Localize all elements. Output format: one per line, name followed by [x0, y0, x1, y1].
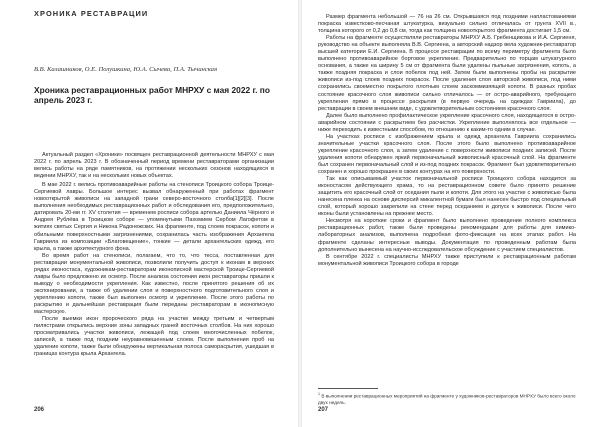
paragraph: В мае 2022 г. велись противоаварийные работы на стенописи Троицкого собора Троице-Сергиевой лавры. Большое интерес вызвал обнаруженный при работах фрагмент новооткрытой живописи на западной грани северо-восточного столба[1][2][3]. После выполнения необходимых реставрационных работ и обследования его, предположительно, датировать 20-ми гг. XV столетия — временем росписи собора артелью Даниила Чёрного и Андрея Рублёва в Троицком соборе — упомянутыми Пахомием Сербом Лагофетом в житиях святых Сергия и Никона Радонежских. На фрагменте, под слоем покрасок, копоти и обильными поверхностными загрязнениями, сохранилась часть изображения Архангела Гавриила из композиции «Благовещение», тонкие — детали архангельских одежд, его крыла, а также архитектурного фона.: [34, 182, 274, 252]
footnote: [318, 391, 576, 406]
paragraph: Актуальный раздел «Хроники» посвящен реставрационной деятельности МНРХУ с мая 2022 г. по апрель 2023 г. В обозначенный период времени реставраторами организации велись работы на ряде памятников, на протяжении нескольких сезонов находящихся в ведении МНРХУ, так и на нескольких новых объектах.: [34, 152, 274, 180]
footnote-text: В выполнении реставрационных мероприятий на фрагменте у художников-реставраторов МНРХУ было всего около двух недель.: [318, 393, 576, 405]
page-number-right: 207: [318, 407, 329, 413]
right-page: [302, 0, 600, 427]
paragraph: Работы на фрагменте осуществляли реставраторы МНРХУ А.Б. Гребенщикова и И.А. Сергиеня, руководство на объекте выполняла В.В. Сергиена, а авторский надзор вела художник-реставратор высшей категории Е.И. Сергиена. В процессе реставрации по всему периметру фрагмента было выполнено противоаварийное бортовое укрепление. Предварительно по торцам штукатурного основания, а также на ширину 5 см от фрагмента были удалены пыльные загрязнения, копоть, а также поздняя покраска и слои побелок под ней. Затем были выполнены пробы на раскрытие живописи из-под слоев поздних покрасок. После удаления слоя авторской живописи, под ними сохранились своеместно покрытого плотным слоем заскоммизяящей копоти. В разных пробах состояние красочного слоя живописи сильно отличалось — от остро-аварийного, требующего укрепления прямо в процессе раскрытия (в первую очередь на одеждах Гавриила), до реставрации в своем внешнем виде, с удовлетворительным состоянием красочного слоя.: [318, 35, 576, 112]
left-body-text: [34, 152, 274, 358]
paragraph: В сентябре 2022 г. специалисты МНРХУ также приступили к реставрационным работам монументальной живописи Троицкого собора в городе: [318, 253, 576, 267]
article-title: Хроника реставрационных работ МНРХУ с мая 2022 г. по апрель 2023 г.: [34, 85, 270, 106]
paragraph: Во время работ на стенописи, полагаем, что то, что тесса, поставленная для реставрации монументальной живописи, позволили получить доступ к иконам в верхних рядах иконостаса, художникам-реставраторам иконописной мастерской Троице-Сергиевой лавры было предложено их осмотр. После анализа состояния икон реставраторы пришли к выводу о необходимости укрепления. Как известно, после принятого решения об их экспонировании, а также об удалении слоя и поверхностного подготовительного слоя и укреплению копоти, также был выполнен осмотр и укрепление. После этого работы по раскрытию и дальнейшая реставрация были переданы реставраторам в иконописную мастерскую.: [34, 252, 274, 316]
paragraph: Так как описываемый участок первоначальной росписи Троицкого собора находится за иконостасом действующего храма, то на реставрационном совете было принято решение защитить его красочный слой от оседания пыли и копоти. Для этого на участке с живописью была нанесена пленка на основе дисперсий микалентной бумаги был нанесен быстро под специальный слой, который хорошо закрепили на стене перед оседанием и допуск к живописи. После чего иконы были установлены на прежнее место.: [318, 176, 576, 218]
paragraph: Несмотря на короткие сроки и фрагмент было выполнено проведение полного комплекса реставрационных работ, также были проведены рекомендации для работы для химико-лабораторных анализов, выполнена подробная фото-фиксация на всех этапах работ. На фрагменте сделаны интересные выводы. Документация по проведенным работам была дополнительно вынесена на научно-исследовательское обсуждение с участием специалистов.: [318, 218, 576, 253]
page-number-left: 206: [34, 407, 45, 413]
paragraph: На участках росписи с изображением крыла и одежд архангела Гавриила сохранились значительные участки красочного слоя. После этого было выполнено противоаварийное укрепление красочного слоя, а затем удаление с поверхности живописи поздних записей. После удаления копоти обнаружен яркий первоначальный живописный красочный слой. На фрагменте был сохранен первоначальный слой и из-под поздних покрасок. Фрагмент был удовлетворительно сохранен и хорошо прокрашен в своих контурах на его поверхности.: [318, 133, 576, 176]
left-page: [0, 0, 298, 427]
footnote-number: 1: [318, 392, 320, 396]
paragraph: Размер фрагмента небольшой — 76 на 26 см. Открывшаяся под поздними напластованиями покраска известково-песчаная штукатурка, визуально сильно отличалась от грунта XVII в., толщина которого от 0,2 до 0,8 см, тогда как толщина новооткрытого фрагмента достигает 1,5 см.: [318, 14, 576, 35]
paragraph: Далее было выполнено профилактическое укрепление красочного слоя, находящегося в остро-аварийном состоянии с раскрытием без расчистки. Укрепление выполнялось все отдельное — ниже переходить к известными способом, по отношению к каким-то одним в случае.: [318, 112, 576, 133]
article-authors: В.В. Калашников, О.Е. Полушкина, Ю.А. Сычева, П.А. Тычинская: [34, 66, 218, 73]
right-body-text: [318, 14, 576, 268]
running-head: ХРОНИКА РЕСТАВРАЦИИ: [34, 9, 149, 18]
paragraph: После выемки икон пророческого ряда на участке между третьим и четвертым пилястрами открылись верхние зоны западных граней восточных столбов. На них хорошо просматривались участки живописи, лежащей под слоем многочисленных побелок, записей, а также под поздним неуравновешенным слоем. После выполнения проб на удаление копоти, также были обнаружены вертикальная полоса саморасрытия, ушедшая в границах контура крыла Архангела.: [34, 316, 274, 358]
footnote-rule: [318, 388, 378, 389]
